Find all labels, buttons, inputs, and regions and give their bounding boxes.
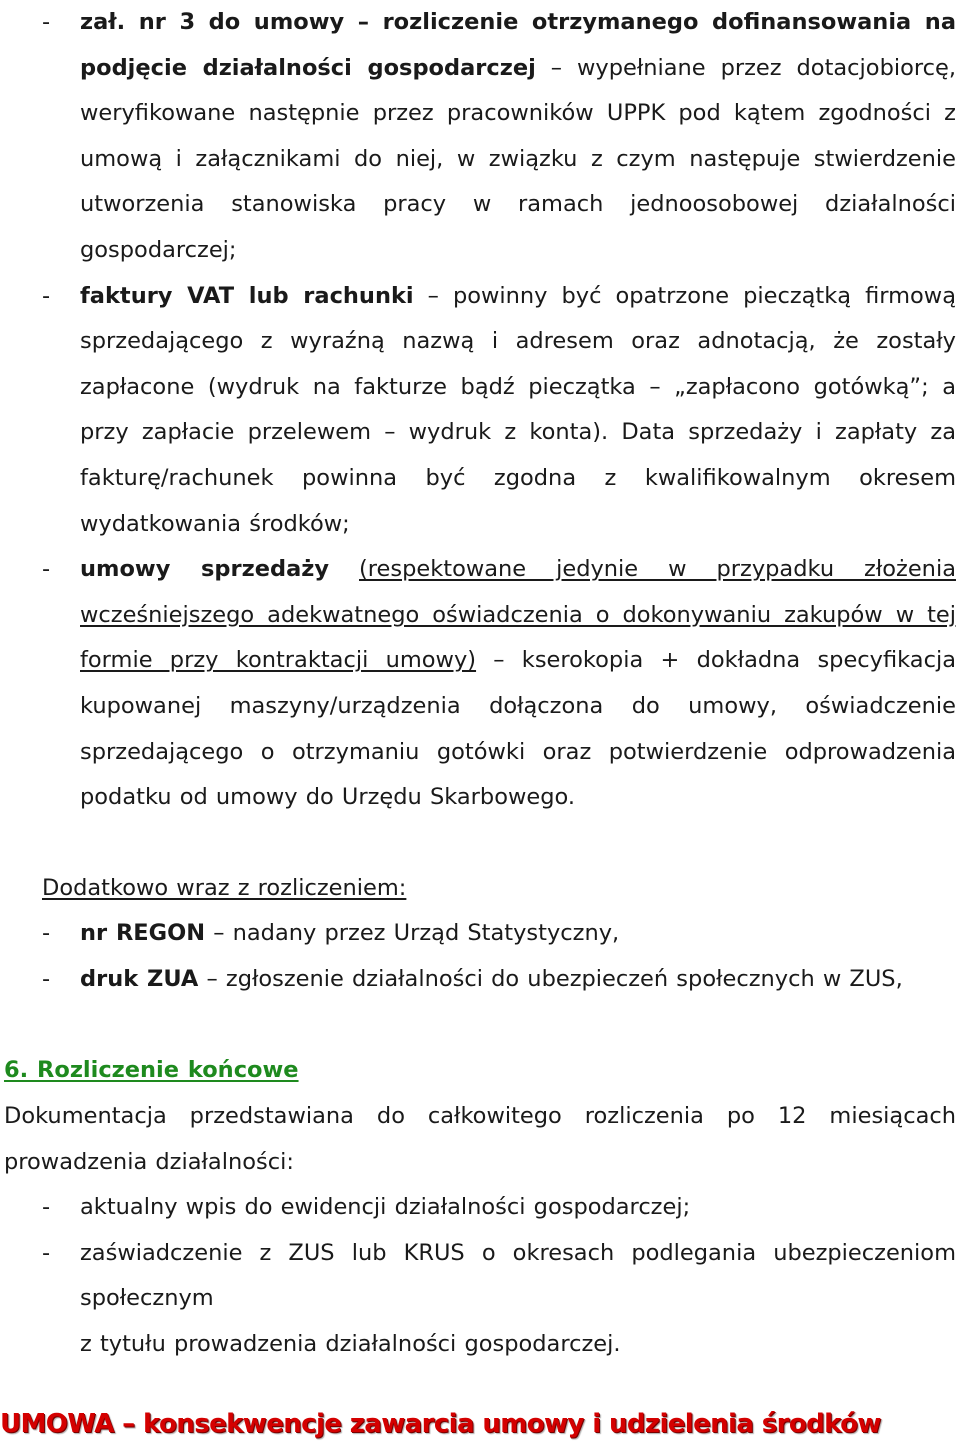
list-item	[0, 911, 960, 957]
item-text: – powinny być opatrzone pieczątką firmową sprzedającego z wyraźną nazwą i adresem oraz adnotacją, że zostały zapłacone (wydruk na fakturze bądź pieczątka – „zapłacono gotówką”; a przy zapłacie przelewem – wydruk z konta). Data sprzedaży i zapłaty za fakturę/rachunek powinna być zgodna z kwalifikowalnym okresem wydatkowania środków;	[80, 282, 956, 537]
spacer	[0, 821, 960, 866]
item-bold-label: zał. nr 3 do umowy – rozliczenie otrzymanego dofinansowania na podjęcie działalności gospodarczej	[80, 9, 956, 81]
list-item	[0, 274, 960, 548]
additional-heading: Dodatkowo wraz z rozliczeniem:	[42, 874, 407, 901]
item-text: – zgłoszenie działalności do ubezpieczeń społecznych w ZUS,	[198, 965, 903, 992]
list-dash: -	[42, 282, 51, 309]
list-dash: -	[42, 1194, 51, 1221]
list-item	[0, 547, 960, 821]
section-intro: Dokumentacja przedstawiana do całkowitego rozliczenia po 12 miesiącach prowadzenia działalności:	[4, 1103, 956, 1175]
footer-banner: UMOWA – konsekwencje zawarcia umowy i udzielenia środków	[0, 1409, 881, 1439]
section-heading: 6. Rozliczenie końcowe	[4, 1057, 299, 1084]
item-text: – wypełniane przez dotacjobiorcę, weryfikowane następnie przez pracowników UPPK pod kątem zgodności z umową i załącznikami do niej, w związku z czym następuje stwierdzenie utworzenia stanowiska pracy w ramach jednoosobowej działalności gospodarczej;	[80, 54, 956, 263]
item-continuation: z tytułu prowadzenia działalności gospodarczej.	[80, 1331, 621, 1358]
item-text: – kserokopia + dokładna specyfikacja kupowanej maszyny/urządzenia dołączona do umowy, oświadczenie sprzedającego o otrzymaniu gotówki oraz potwierdzenie odprowadzenia podatku od umowy do Urzędu Skarbowego.	[80, 647, 956, 811]
list-item	[0, 1231, 960, 1322]
list-item	[0, 1185, 960, 1231]
item-bold-label: druk ZUA	[80, 965, 199, 992]
item-bold-label: nr REGON	[80, 920, 206, 947]
item-bold-label: faktury VAT lub rachunki	[80, 282, 414, 309]
item-bold-label: umowy sprzedaży	[80, 556, 330, 583]
list-item	[0, 957, 960, 1003]
spacer	[0, 1002, 960, 1048]
item-text: zaświadczenie z ZUS lub KRUS o okresach podlegania ubezpieczeniom społecznym	[80, 1239, 956, 1312]
list-dash: -	[42, 920, 51, 947]
list-dash: -	[42, 9, 51, 35]
item-underlined-note: (respektowane jedynie w przypadku złożenia wcześniejszego adekwatnego oświadczenia o dokonywaniu zakupów w tej formie przy kontraktacji umowy)	[80, 556, 956, 674]
list-dash: -	[42, 1239, 51, 1266]
item-text: – nadany przez Urząd Statystyczny,	[205, 920, 620, 947]
list-item	[0, 0, 960, 274]
item-text: aktualny wpis do ewidencji działalności gospodarczej;	[80, 1194, 691, 1221]
list-dash: -	[42, 965, 51, 992]
list-dash: -	[42, 556, 51, 583]
